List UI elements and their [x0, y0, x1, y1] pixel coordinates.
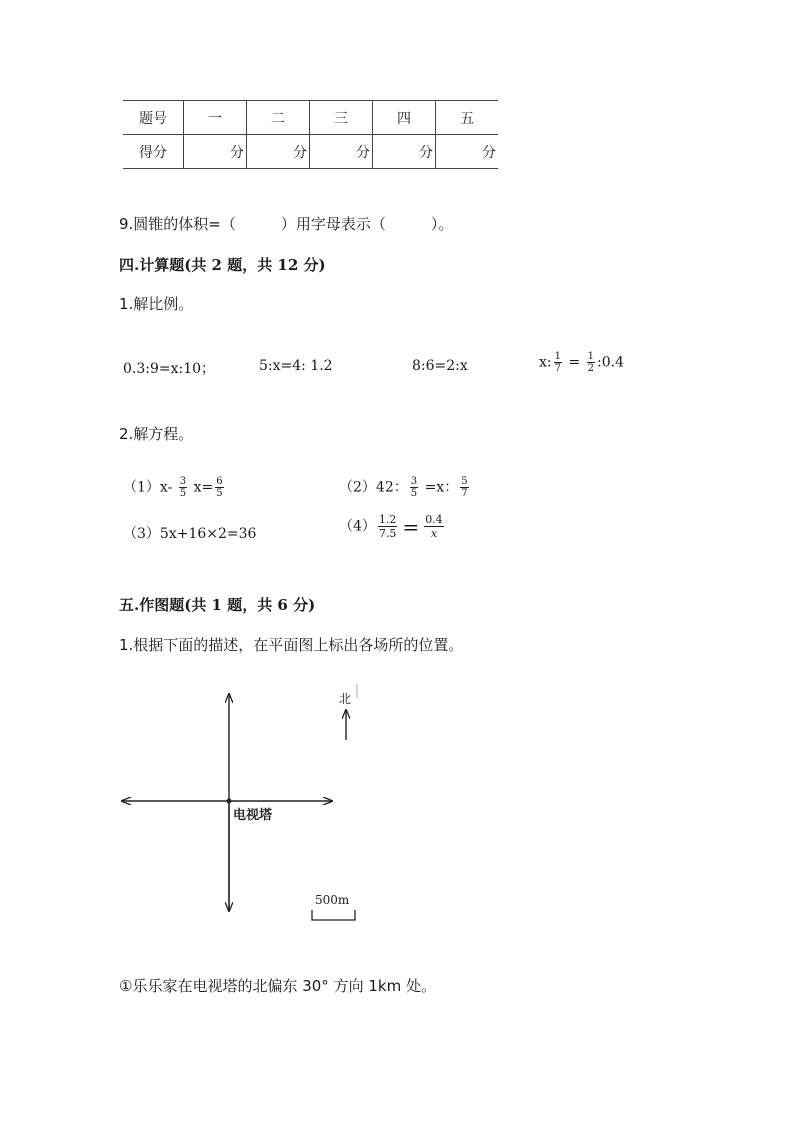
fraction-denominator: 2: [587, 363, 595, 374]
row-label: 得分: [123, 135, 184, 169]
equation-part: 5x+16×2=36: [159, 526, 257, 542]
problem-3-title: 1.根据下面的描述，在平面图上标出各场所的位置。: [119, 636, 464, 654]
fraction: [587, 351, 595, 374]
header-cell: 二: [247, 101, 310, 135]
fraction: [215, 476, 223, 499]
problem-1-title: 1.解比例。: [119, 295, 194, 313]
fraction-numerator: 5: [461, 476, 468, 487]
fraction-denominator: 5: [179, 488, 187, 499]
equation-2: [339, 476, 471, 499]
score-table: [123, 100, 498, 169]
fraction-numerator: 6: [216, 476, 223, 487]
score-cell: 分: [436, 135, 499, 169]
fraction: [378, 513, 398, 540]
equation-part: x-: [159, 479, 173, 496]
equation-part: =x：: [424, 479, 459, 496]
fraction-numerator: 0.4: [425, 513, 443, 526]
fraction-denominator: 5: [410, 488, 418, 499]
scale-bar: [312, 910, 355, 920]
fraction-denominator: 7: [554, 363, 561, 374]
question-9: 9.圆锥的体积=（ ）用字母表示（ ）。: [119, 215, 454, 233]
header-cell: 三: [310, 101, 373, 135]
north-label: 北: [339, 692, 352, 706]
problem-2-title: 2.解方程。: [119, 425, 194, 443]
header-cell: 四: [373, 101, 436, 135]
header-cell: 五: [436, 101, 499, 135]
fraction-denominator: 7.5: [378, 527, 397, 540]
scale-label: 500m: [315, 893, 350, 907]
equation-label: （2）: [339, 479, 376, 496]
score-table-score-row: [123, 135, 498, 169]
equation-1: [123, 476, 226, 499]
fraction: [554, 351, 562, 374]
fraction-denominator: 7: [461, 488, 468, 499]
fraction: [410, 476, 418, 499]
fraction: [179, 476, 187, 499]
fraction-numerator: 3: [410, 476, 418, 487]
equation-part: x=: [193, 479, 214, 496]
section-4-heading: 四.计算题(共 2 题，共 12 分): [119, 256, 326, 274]
fraction-numerator: 1: [587, 351, 595, 362]
score-table-header-row: [123, 101, 498, 135]
fraction-numerator: 1: [554, 351, 561, 362]
section-5-heading: 五.作图题(共 1 题，共 6 分): [119, 596, 316, 614]
score-cell: 分: [184, 135, 247, 169]
score-cell: 分: [310, 135, 373, 169]
plan-map: [115, 680, 375, 925]
origin-point: [227, 799, 232, 804]
fraction: [424, 513, 444, 540]
p4-eq: =: [568, 354, 581, 371]
fraction-denominator: x: [430, 527, 438, 540]
equation-label: （4）: [339, 518, 376, 535]
fraction: [460, 476, 468, 499]
proportion-4: [539, 351, 624, 374]
p4-part-b: :0.4: [597, 354, 624, 371]
equation-label: （1）: [123, 479, 160, 496]
center-label: 电视塔: [233, 808, 273, 823]
proportion-2: 5:x=4: 1.2: [259, 358, 333, 374]
fraction-numerator: 3: [179, 476, 187, 487]
fraction-denominator: 5: [216, 488, 223, 499]
description-1: ①乐乐家在电视塔的北偏东 30° 方向 1km 处。: [119, 977, 436, 995]
proportion-1: 0.3:9=x:10；: [123, 361, 216, 377]
equation-3: [123, 523, 256, 543]
score-cell: 分: [373, 135, 436, 169]
score-cell: 分: [247, 135, 310, 169]
proportion-3: 8:6=2:x: [412, 358, 468, 374]
fraction-numerator: 1.2: [378, 513, 397, 526]
equation-part: 42：: [375, 479, 408, 496]
equation-4: [339, 513, 446, 540]
equation-label: （3）: [123, 526, 160, 542]
header-cell: 一: [184, 101, 247, 135]
equals-sign: =: [402, 514, 420, 539]
header-cell: 题号: [123, 101, 184, 135]
p4-part-a: x:: [539, 354, 552, 371]
